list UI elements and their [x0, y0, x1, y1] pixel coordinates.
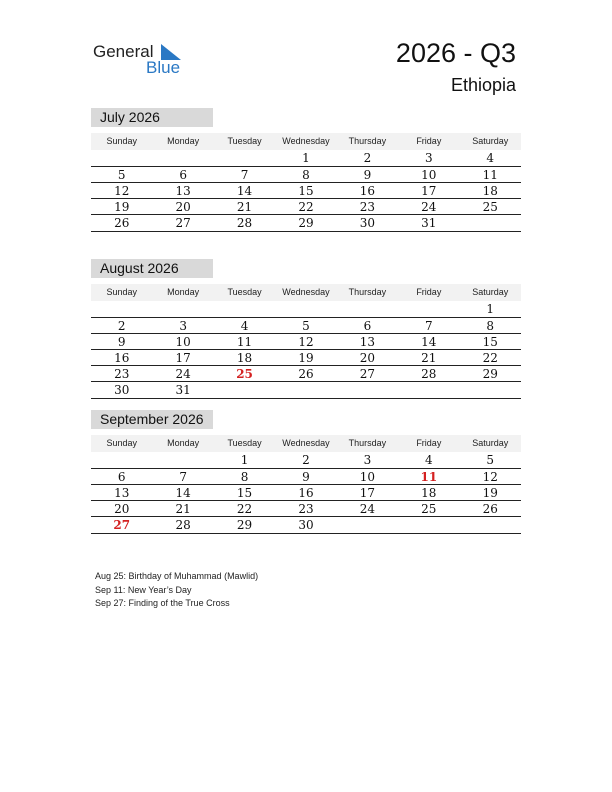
- day-cell: 21: [175, 502, 191, 516]
- day-cell: 18: [236, 351, 253, 365]
- week-row: [91, 517, 521, 533]
- weekday-label: Wednesday: [282, 287, 330, 297]
- month-calendar-july: [91, 108, 521, 232]
- day-cell: 12: [482, 470, 498, 484]
- day-cell: 14: [421, 335, 437, 349]
- day-cell: 2: [117, 319, 126, 333]
- day-cell: 31: [421, 216, 437, 230]
- day-cell: 6: [117, 470, 126, 484]
- day-cell: [91, 150, 152, 166]
- day-cell: 1: [240, 453, 249, 467]
- country-name: Ethiopia: [450, 75, 516, 95]
- day-cell: [398, 382, 459, 398]
- page-title: 2026 - Q3: [395, 38, 516, 68]
- day-cell: 6: [363, 319, 372, 333]
- day-cell: [337, 382, 398, 398]
- day-cell: 18: [482, 184, 498, 198]
- day-cell: 17: [421, 184, 437, 198]
- day-cell: 3: [363, 453, 372, 467]
- day-cell: 17: [359, 486, 376, 500]
- month-bottom-rule: [91, 231, 521, 232]
- weekday-label: Sunday: [106, 287, 137, 297]
- day-cell: 3: [425, 151, 433, 165]
- holiday-note: Aug 25: Birthday of Muhammad (Mawlid): [95, 571, 259, 581]
- logo-blue-text: Blue: [146, 58, 181, 77]
- day-cell: 26: [298, 367, 314, 381]
- month-title: July 2026: [91, 108, 213, 127]
- weekday-label: Saturday: [472, 136, 509, 146]
- day-cell: 9: [363, 168, 372, 182]
- day-cell: 1: [302, 151, 310, 165]
- day-cell: 29: [236, 518, 253, 532]
- weekday-label: Friday: [416, 438, 442, 448]
- day-cell: 20: [175, 200, 191, 214]
- weekday-label: Wednesday: [282, 438, 330, 448]
- week-row: [91, 334, 521, 350]
- holiday-note: Sep 27: Finding of the True Cross: [95, 598, 230, 608]
- day-cell: [214, 382, 275, 398]
- day-cell: 8: [486, 319, 495, 333]
- day-cell: 8: [240, 470, 249, 484]
- day-cell: 5: [486, 453, 495, 467]
- day-cell: [460, 517, 521, 533]
- day-cell: [91, 452, 152, 468]
- day-cell: 2: [363, 151, 372, 165]
- day-cell: 19: [298, 351, 314, 365]
- day-cell: 11: [482, 168, 498, 182]
- logo: [93, 42, 193, 78]
- day-cell: 31: [175, 383, 191, 397]
- weekday-header-row: [91, 133, 521, 150]
- weekday-label: Sunday: [106, 438, 137, 448]
- day-cell: 24: [421, 200, 437, 214]
- weekday-label: Thursday: [348, 438, 387, 448]
- day-cell: 16: [114, 351, 130, 365]
- day-cell: 25: [236, 367, 253, 381]
- day-cell: 16: [359, 184, 376, 198]
- day-cell: 15: [482, 335, 498, 349]
- month-bottom-rule: [91, 533, 521, 534]
- day-cell: 7: [240, 168, 249, 182]
- day-cell: 21: [421, 351, 437, 365]
- day-cell: 24: [175, 367, 191, 381]
- day-cell: 2: [302, 453, 310, 467]
- weekday-label: Tuesday: [227, 136, 262, 146]
- weekday-label: Saturday: [472, 438, 509, 448]
- weekday-label: Tuesday: [227, 287, 262, 297]
- day-cell: [214, 301, 275, 317]
- day-cell: [398, 301, 459, 317]
- week-row: [91, 318, 521, 334]
- day-cell: 9: [302, 470, 310, 484]
- day-cell: 4: [486, 151, 495, 165]
- weekday-header-row: [91, 284, 521, 301]
- day-cell: 22: [482, 351, 498, 365]
- holiday-notes: [95, 570, 258, 611]
- day-cell: 14: [236, 184, 253, 198]
- week-row: [91, 501, 521, 517]
- week-row: [91, 382, 521, 398]
- logo-general-text: General: [93, 42, 154, 61]
- day-cell: 22: [298, 200, 314, 214]
- day-cell: 14: [175, 486, 191, 500]
- day-cell: 25: [482, 200, 498, 214]
- day-cell: 4: [240, 319, 249, 333]
- weekday-label: Friday: [416, 287, 442, 297]
- weekday-label: Friday: [416, 136, 442, 146]
- day-cell: 13: [359, 335, 376, 349]
- day-cell: 17: [175, 351, 191, 365]
- day-cell: 15: [298, 184, 314, 198]
- day-cell: [91, 301, 152, 317]
- day-cell: 8: [302, 168, 310, 182]
- month-calendar-august: [91, 259, 521, 399]
- day-cell: 15: [236, 486, 253, 500]
- day-cell: [460, 215, 521, 231]
- day-cell: [214, 150, 275, 166]
- day-cell: 5: [117, 168, 126, 182]
- day-cell: 21: [236, 200, 253, 214]
- week-row: [91, 350, 521, 366]
- month-calendar-september: [91, 410, 521, 534]
- day-cell: 28: [236, 216, 253, 230]
- weekday-header-row: [91, 435, 521, 452]
- day-cell: 10: [175, 335, 191, 349]
- week-row: [91, 150, 521, 167]
- day-cell: 3: [179, 319, 187, 333]
- day-cell: 25: [421, 502, 437, 516]
- day-cell: 4: [425, 453, 433, 467]
- month-title: August 2026: [91, 259, 213, 278]
- day-cell: 16: [298, 486, 314, 500]
- day-cell: 30: [298, 518, 314, 532]
- day-cell: [152, 452, 213, 468]
- week-row: [91, 215, 521, 231]
- day-cell: [337, 517, 398, 533]
- day-cell: 20: [114, 502, 130, 516]
- day-cell: [275, 382, 336, 398]
- day-cell: [460, 382, 521, 398]
- day-cell: 22: [236, 502, 253, 516]
- day-cell: 11: [420, 470, 438, 484]
- day-cell: 11: [236, 335, 253, 349]
- weekday-label: Thursday: [348, 136, 387, 146]
- day-cell: 20: [359, 351, 376, 365]
- week-row: [91, 167, 521, 183]
- week-row: [91, 301, 521, 318]
- day-cell: 27: [113, 518, 131, 532]
- week-row: [91, 485, 521, 501]
- week-row: [91, 366, 521, 382]
- day-cell: 7: [425, 319, 433, 333]
- day-cell: 23: [359, 200, 376, 214]
- weekday-label: Saturday: [472, 287, 509, 297]
- month-title: September 2026: [91, 410, 213, 429]
- day-cell: 26: [482, 502, 498, 516]
- day-cell: 27: [359, 367, 376, 381]
- day-cell: 13: [114, 486, 130, 500]
- day-cell: 5: [302, 319, 310, 333]
- day-cell: 10: [421, 168, 437, 182]
- day-cell: 18: [421, 486, 437, 500]
- day-cell: [398, 517, 459, 533]
- day-cell: [275, 301, 336, 317]
- day-cell: 30: [114, 383, 130, 397]
- weekday-label: Monday: [167, 287, 200, 297]
- weekday-label: Tuesday: [227, 438, 262, 448]
- holiday-note: Sep 11: New Year’s Day: [95, 584, 192, 595]
- day-cell: 28: [421, 367, 437, 381]
- day-cell: 29: [298, 216, 314, 230]
- day-cell: 12: [114, 184, 130, 198]
- day-cell: 23: [298, 502, 314, 516]
- day-cell: [152, 150, 213, 166]
- day-cell: 1: [486, 302, 495, 316]
- day-cell: 29: [482, 367, 498, 381]
- day-cell: 19: [482, 486, 498, 500]
- week-row: [91, 452, 521, 469]
- day-cell: 26: [114, 216, 130, 230]
- day-cell: 27: [175, 216, 191, 230]
- month-bottom-rule: [91, 398, 521, 399]
- week-row: [91, 183, 521, 199]
- week-row: [91, 469, 521, 485]
- day-cell: 13: [175, 184, 191, 198]
- weekday-label: Sunday: [106, 136, 137, 146]
- day-cell: [337, 301, 398, 317]
- day-cell: 28: [175, 518, 191, 532]
- day-cell: [152, 301, 213, 317]
- day-cell: 19: [114, 200, 130, 214]
- day-cell: 24: [359, 502, 376, 516]
- day-cell: 10: [359, 470, 376, 484]
- day-cell: 7: [179, 470, 187, 484]
- day-cell: 23: [114, 367, 130, 381]
- day-cell: 12: [298, 335, 314, 349]
- week-row: [91, 199, 521, 215]
- day-cell: 6: [179, 168, 187, 182]
- day-cell: 9: [117, 335, 126, 349]
- weekday-label: Wednesday: [282, 136, 330, 146]
- weekday-label: Monday: [167, 438, 200, 448]
- weekday-label: Thursday: [348, 287, 387, 297]
- weekday-label: Monday: [167, 136, 200, 146]
- day-cell: 30: [359, 216, 376, 230]
